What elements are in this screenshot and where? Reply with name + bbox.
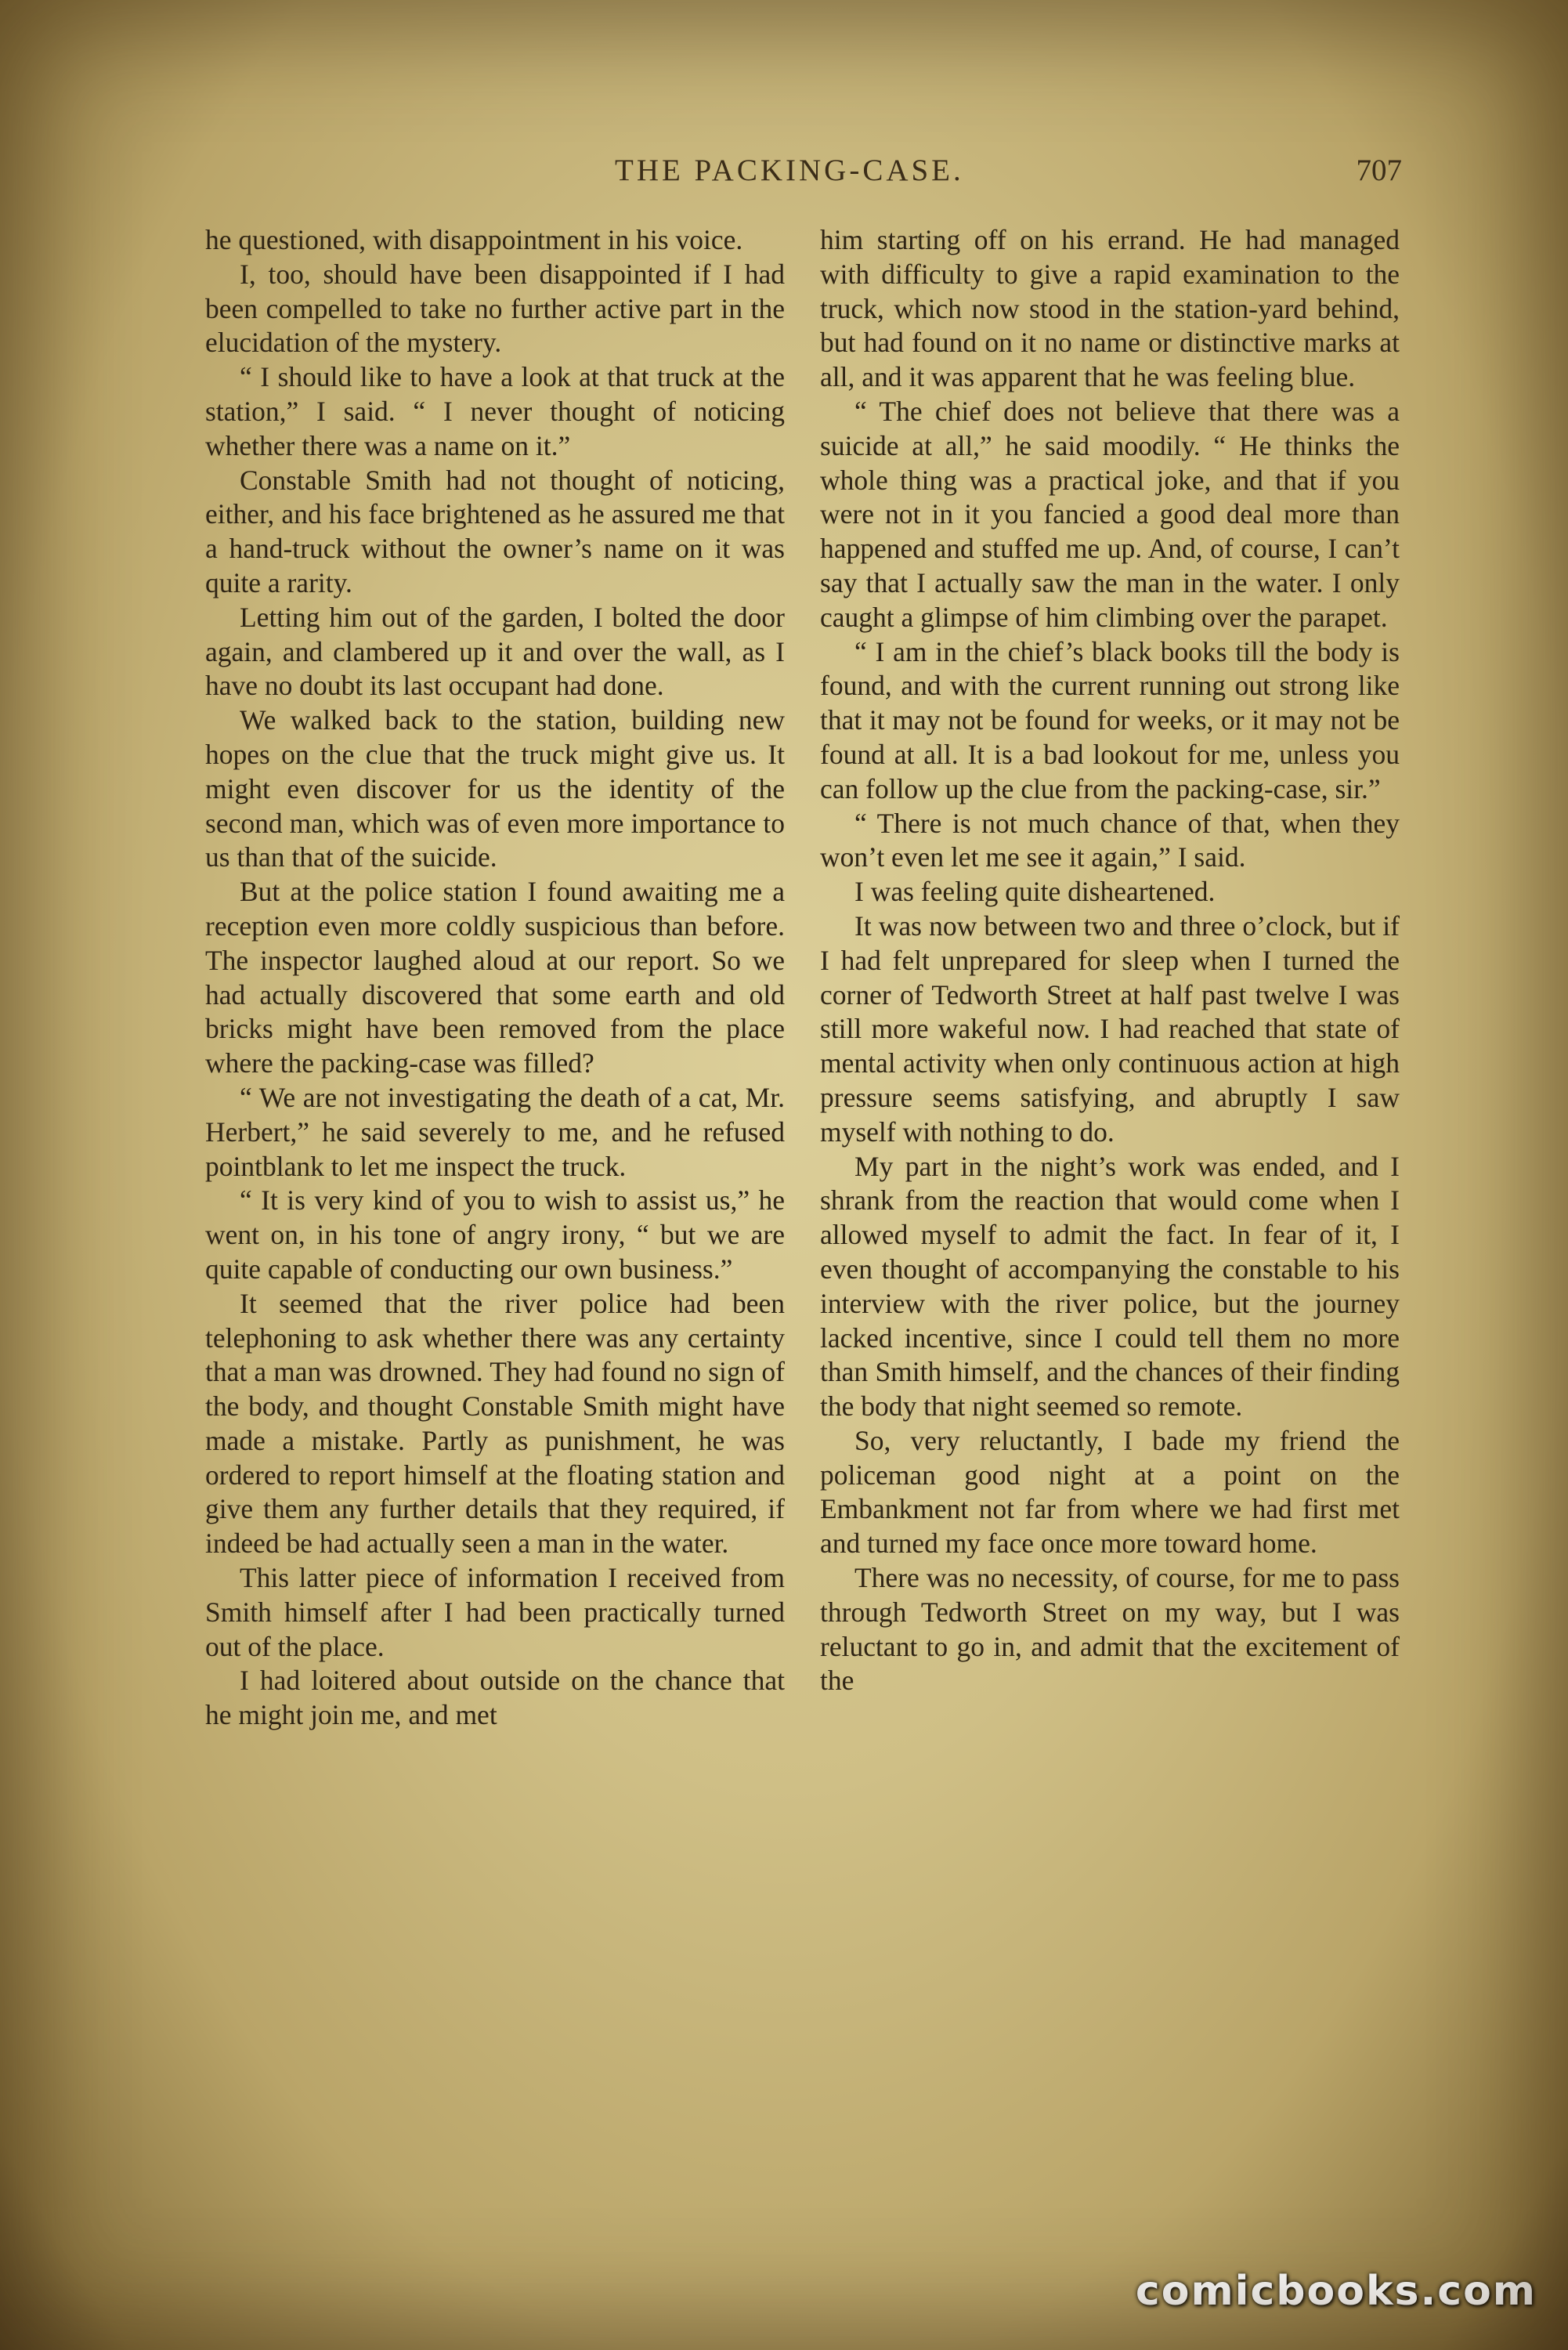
paragraph: So, very reluctantly, I bade my friend the policeman good night at a point on the Embankment not far from where we had first met and turned my face once more toward home. [820,1424,1400,1560]
paragraph: “ The chief does not believe that there was a suicide at all,” he said moodily. “ He thinks the whole thing was a practical joke, and that if you were not in it you fancied a good deal more than happened and stuffed me up. And, of course, I can’t say that I actually saw the man in the water. I only caught a glimpse of him climbing over the parapet. [820,395,1400,633]
paragraph: I, too, should have been disappointed if I had been compelled to take no further active part in the elucidation of the mystery. [205,258,785,359]
paragraph: him starting off on his errand. He had managed with difficulty to give a rapid examination to the truck, which now stood in the station-yard behind, but had found on it no name or distinctive marks at all, and it was apparent that he was feeling blue. [820,224,1400,393]
page-number: 707 [1356,154,1402,187]
paragraph: It was now between two and three o’clock, but if I had felt unprepared for sleep when I turned the corner of Tedworth Street at half past twelve I was still more wakeful now. I had reached that state of mental activity when only continuous action at high pressure seems satisfying, and abruptly I saw myself with nothing to do. [820,909,1400,1148]
paragraph: This latter piece of information I received from Smith himself after I had been practically turned out of the place. [205,1562,785,1662]
watermark: comicbooks.com [1135,2268,1537,2315]
paragraph: Constable Smith had not thought of noticing, either, and his face brightened as he assured me that a hand-truck without the owner’s name on it was quite a rarity. [205,464,785,598]
paragraph: There was no necessity, of course, for me to pass through Tedworth Street on my way, but I was reluctant to go in, and admit that the excitement of the [820,1562,1400,1697]
paragraph: he questioned, with disappointment in his voice. [205,224,743,255]
paragraph: “ There is not much chance of that, when they won’t even let me see it again,” I said. [820,807,1400,873]
paragraph: “ I am in the chief’s black books till the body is found, and with the current running out strong like that it may not be found for weeks, or it may not be found at all. It is a bad lookout for me, unless you can follow up the clue from the packing-case, sir.” [820,635,1400,804]
text-column-left [205,223,785,1733]
paragraph: I had loitered about outside on the chance that he might join me, and met [205,1665,785,1731]
page-header [204,153,1402,200]
paragraph: My part in the night’s work was ended, and I shrank from the reaction that would come when I allowed myself to admit the fact. In fear of it, I even thought of accompanying the constable to his interview with the river police, but the journey lacked incentive, since I could tell them no more than Smith himself, and the chances of their finding the body that night seemed so remote. [820,1150,1400,1423]
running-head: THE PACKING-CASE. [615,154,964,187]
paragraph: We walked back to the station, building new hopes on the clue that the truck might give us. It might even discover for us the identity of the second man, which was of even more importance to us than that of the suicide. [205,704,785,873]
paragraph: I was feeling quite disheartened. [854,876,1216,908]
paragraph: “ We are not investigating the death of a cat, Mr. Herbert,” he said severely to me, and he refused pointblank to let me inspect the truck. [205,1081,785,1182]
paragraph: “ It is very kind of you to wish to assist us,” he went on, in his tone of angry irony, “ but we are quite capable of conducting our own business.” [205,1184,785,1285]
paragraph: But at the police station I found awaiting me a reception even more coldly suspicious than before. The inspector laughed aloud at our report. So we had actually discovered that some earth and old bricks might have been removed from the place where the packing-case was filled? [205,876,785,1079]
text-column-right [820,223,1400,1698]
paragraph: “ I should like to have a look at that truck at the station,” I said. “ I never thought of noticing whether there was a name on it.” [205,361,785,461]
paragraph: Letting him out of the garden, I bolted the door again, and clambered up it and over the wall, as I have no doubt its last occupant had done. [205,601,785,702]
paragraph: It seemed that the river police had been telephoning to ask whether there was any certainty that a man was drowned. They had found no sign of the body, and thought Constable Smith might have made a mistake. Partly as punishment, he was ordered to report himself at the floating station and give them any further details that they required, if indeed be had actually seen a man in the water. [205,1287,785,1560]
